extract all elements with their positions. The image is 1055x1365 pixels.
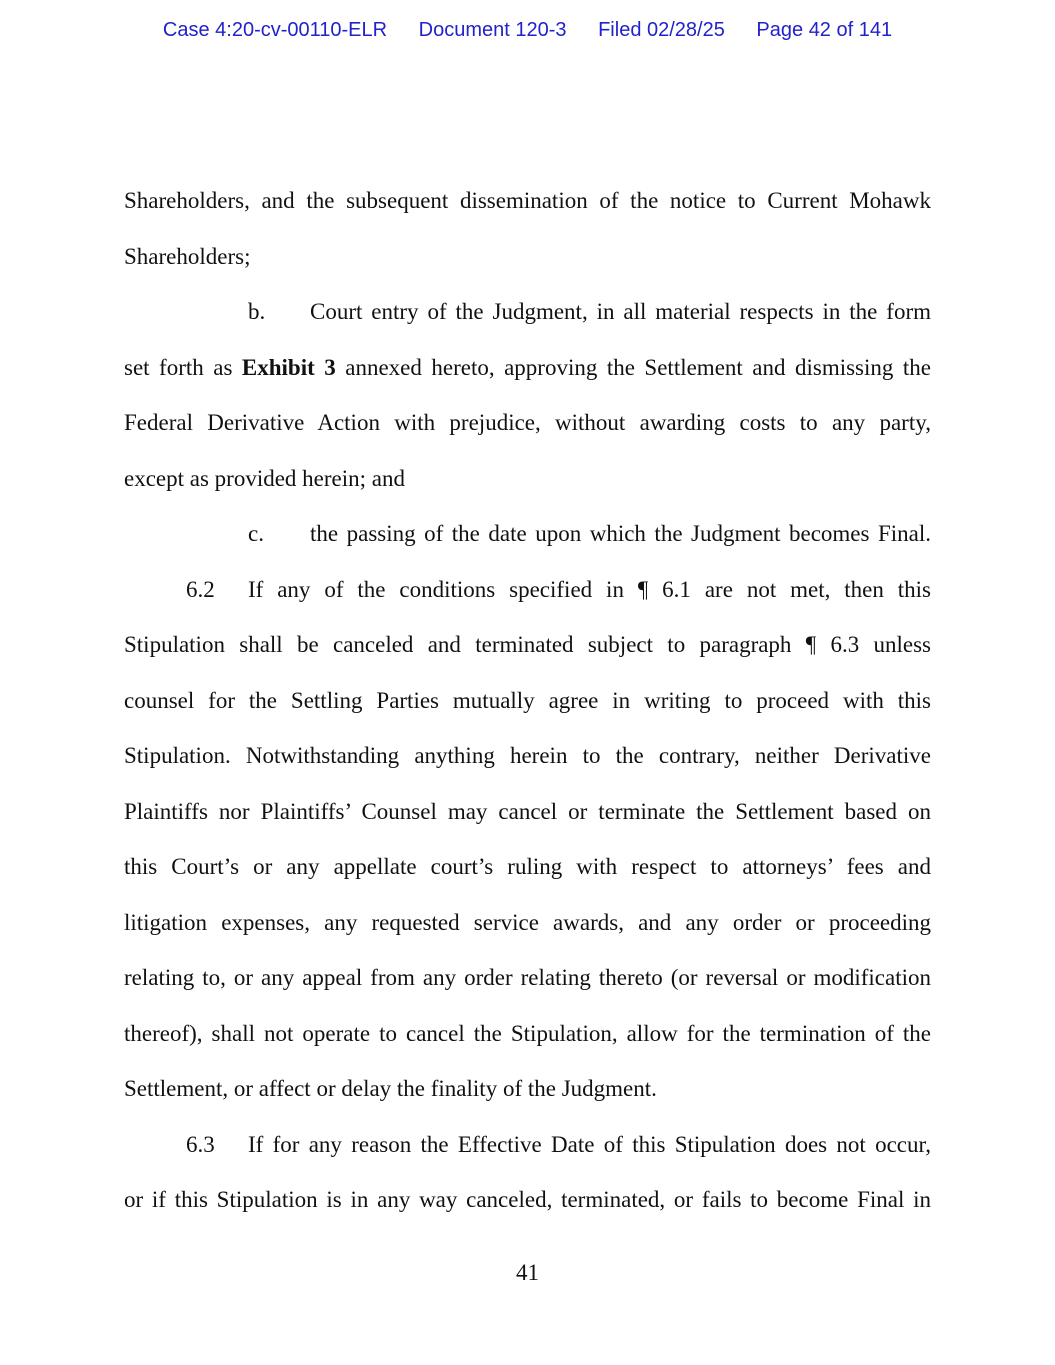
text-run: annexed hereto, approving the Settlement and dismissing the	[335, 354, 931, 380]
section-6-2-line: Settlement, or affect or delay the finality of the Judgment.	[124, 1076, 657, 1101]
item-b-line: Federal Derivative Action with prejudice, without awarding costs to any party,	[124, 410, 931, 435]
section-6-3-text: If for any reason the Effective Date of this Stipulation does not occur,	[248, 1131, 931, 1157]
case-number: Case 4:20-cv-00110-ELR	[162, 19, 388, 41]
item-b-marker: b.	[248, 299, 266, 324]
section-6-2-line: thereof), shall not operate to cancel the Stipulation, allow for the termination of the	[124, 1020, 931, 1046]
section-6-2-number: 6.2	[186, 576, 215, 602]
section-6-2-line: Stipulation shall be canceled and terminated subject to paragraph ¶ 6.3 unless	[124, 632, 931, 657]
filing-header	[0, 19, 1055, 42]
item-c-line	[124, 506, 931, 562]
section-6-3-number: 6.3	[186, 1131, 215, 1157]
section-6-3-line	[124, 1117, 931, 1173]
section-6-2-text: If any of the conditions specified in ¶ 6.1 are not met, then this	[248, 576, 931, 602]
section-6-2-line: Stipulation. Notwithstanding anything herein to the contrary, neither Derivative	[124, 743, 931, 768]
section-6-2-line: Plaintiffs nor Plaintiffs’ Counsel may cancel or terminate the Settlement based on	[124, 798, 931, 824]
document-number: Document 120-3	[418, 19, 567, 41]
exhibit-reference: Exhibit 3	[241, 354, 336, 380]
section-6-3-line: or if this Stipulation is in any way canceled, terminated, or fails to become Final in	[124, 1187, 931, 1212]
document-body	[124, 173, 931, 1228]
section-6-2-line: this Court’s or any appellate court’s ruling with respect to attorneys’ fees and	[124, 854, 931, 879]
item-c-marker: c.	[248, 521, 264, 546]
item-b-line	[124, 284, 931, 340]
body-line: Shareholders, and the subsequent dissemination of the notice to Current Mohawk	[124, 188, 931, 213]
item-b-line: except as provided herein; and	[124, 465, 405, 491]
item-b-line	[124, 340, 931, 396]
item-b-text: Court entry of the Judgment, in all material respects in the form	[310, 299, 931, 324]
item-c-text: the passing of the date upon which the Judgment becomes Final.	[310, 521, 931, 546]
section-6-2-line: litigation expenses, any requested service awards, and any order or proceeding	[124, 909, 931, 935]
body-line: Shareholders;	[124, 243, 251, 269]
page-of-total: Page 42 of 141	[756, 19, 893, 41]
filed-date: Filed 02/28/25	[598, 19, 725, 41]
section-6-2-line: relating to, or any appeal from any order relating thereto (or reversal or modification	[124, 965, 931, 990]
page-number: 41	[516, 1260, 539, 1285]
section-6-2-line: counsel for the Settling Parties mutually agree in writing to proceed with this	[124, 687, 931, 713]
text-run: set forth as	[124, 354, 242, 380]
section-6-2-line	[124, 562, 931, 618]
